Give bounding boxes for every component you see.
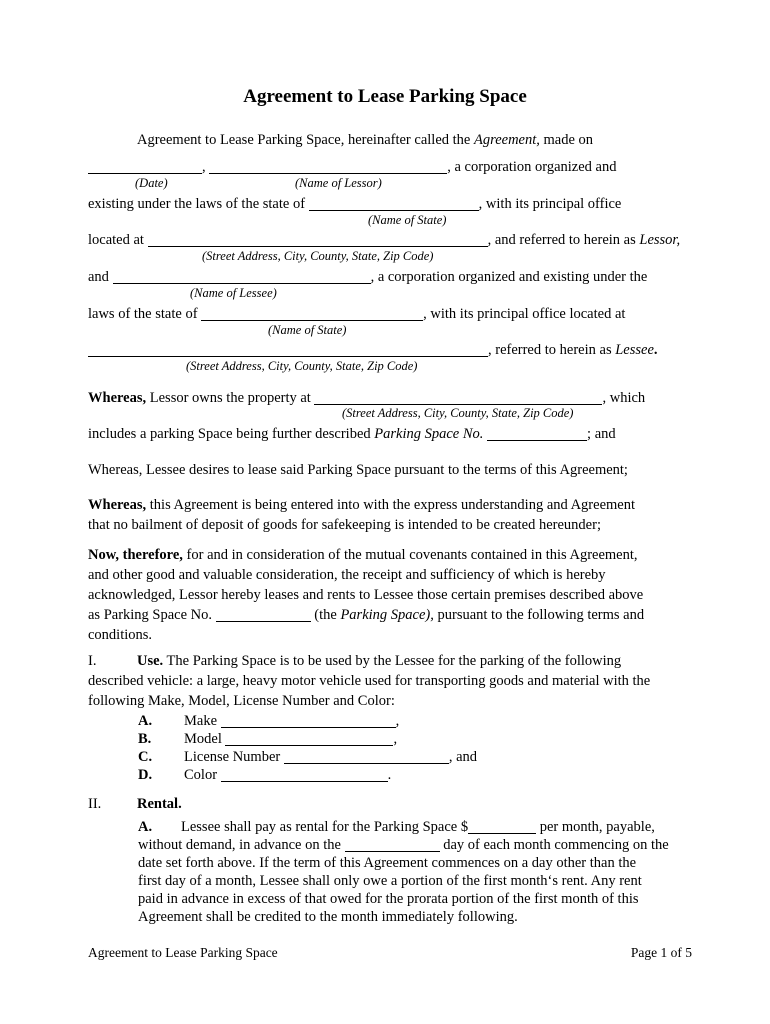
- located-text: located at: [88, 232, 148, 248]
- existing-text: existing under the laws of the state of: [88, 196, 309, 212]
- label-name-of-state: (Name of State): [368, 213, 447, 227]
- rental-a-line-3: date set forth above. If the term of this Agreement commences on a day other than the: [138, 855, 637, 871]
- now-therefore-line-3: acknowledged, Lessor hereby leases and rents to Lessee those certain premises described above: [88, 587, 644, 603]
- use-text-1: The Parking Space is to be used by the Lessee for the parking of the following: [163, 653, 622, 669]
- item-model: [138, 730, 397, 748]
- rent-amount-blank-field[interactable]: [468, 819, 536, 834]
- rental-text-2: without demand, in advance on the: [138, 837, 345, 853]
- section-1-use-line-2: described vehicle: a large, heavy motor vehicle used for transporting goods and material with the: [88, 673, 651, 689]
- now-therefore-line-5: conditions.: [88, 627, 153, 643]
- item-license-number: [138, 748, 477, 766]
- make-blank-field[interactable]: [221, 713, 396, 728]
- property-address-blank-field[interactable]: [314, 390, 602, 405]
- rental-text-2-end: day of each month commencing on the: [439, 837, 669, 853]
- located-text-mid: , and referred to herein as: [487, 232, 640, 248]
- item-make: [138, 712, 399, 730]
- model-end: ,: [393, 731, 398, 747]
- now-therefore-line-4: [88, 606, 644, 624]
- item-d-letter: D.: [138, 767, 153, 783]
- lessee-state-blank-field[interactable]: [201, 306, 423, 321]
- intro-text-end: made on: [539, 132, 594, 148]
- model-blank-field[interactable]: [225, 731, 393, 746]
- section-2-rental-heading: [88, 795, 182, 813]
- model-label: Model: [184, 731, 226, 747]
- footer-document-title: Agreement to Lease Parking Space: [88, 945, 278, 960]
- whereas-text-2: this Agreement is being entered into with the express understanding and Agreement: [146, 497, 635, 513]
- rental-a-letter: A.: [138, 819, 153, 835]
- page-title: Agreement to Lease Parking Space: [243, 86, 527, 107]
- rental-text-1: Lessee shall pay as rental for the Parking Space $: [181, 819, 469, 835]
- section-1-use-line-1: [88, 652, 621, 670]
- whereas-understanding-line-1: [88, 496, 635, 514]
- rental-a-line-4: first day of a month, Lessee shall only owe a portion of the first month‘s rent. Any rent: [138, 873, 642, 889]
- license-number-end: , and: [448, 749, 478, 765]
- use-heading: Use.: [137, 653, 164, 669]
- item-c-letter: C.: [138, 749, 153, 765]
- label-street-address-1: (Street Address, City, County, State, Zip Code): [202, 249, 434, 263]
- license-number-blank-field[interactable]: [284, 749, 449, 764]
- lessee-address-line: [88, 341, 658, 359]
- fill-line-end-text: , a corporation organized and: [447, 159, 617, 175]
- item-b-letter: B.: [138, 731, 152, 747]
- nt4-text: as Parking Space No.: [88, 607, 216, 623]
- label-street-address-3: (Street Address, City, County, State, Zip Code): [342, 406, 574, 420]
- includes-text-end: ; and: [587, 426, 616, 442]
- item-color: [138, 766, 391, 784]
- now-therefore-line-2: and other good and valuable consideration, the receipt and sufficiency of which is hereby: [88, 567, 606, 583]
- color-blank-field[interactable]: [221, 767, 388, 782]
- whereas-text: Lessor owns the property at: [146, 390, 315, 406]
- rental-a-line-2: [138, 836, 669, 854]
- date-blank-field[interactable]: [88, 159, 202, 174]
- includes-parking-line: [88, 425, 616, 443]
- period: .: [653, 342, 658, 358]
- rental-heading: Rental.: [137, 796, 182, 812]
- referred-text: , referred to herein as: [488, 342, 616, 358]
- label-name-of-lessee: (Name of Lessee): [190, 286, 277, 300]
- license-number-label: License Number: [184, 749, 284, 765]
- rental-a-line-5: paid in advance in excess of that owed for the prorata portion of the first month of this: [138, 891, 639, 907]
- intro-text: Agreement to Lease Parking Space, hereinafter called the: [137, 132, 474, 148]
- label-name-of-state-2: (Name of State): [268, 323, 347, 337]
- laws-text: laws of the state of: [88, 306, 202, 322]
- label-name-of-lessor: (Name of Lessor): [295, 176, 382, 190]
- agreement-italic: Agreement,: [473, 132, 540, 148]
- whereas-understanding-line-2: that no bailment of deposit of goods for safekeeping is intended to be created hereunder;: [88, 517, 601, 533]
- parking-space-no-italic: Parking Space No.: [374, 426, 484, 442]
- existing-text-end: , with its principal office: [478, 196, 622, 212]
- and-text: and: [88, 269, 113, 285]
- label-date: (Date): [135, 176, 168, 190]
- comma: ,: [202, 159, 210, 175]
- whereas-property-line: [88, 389, 645, 407]
- now-therefore-text: for and in consideration of the mutual covenants contained in this Agreement,: [182, 547, 638, 563]
- parking-space-no-blank-field-2[interactable]: [216, 607, 311, 622]
- lessee-name-blank-field[interactable]: [113, 269, 371, 284]
- rental-text-1-end: per month, payable,: [536, 819, 655, 835]
- whereas-bold-2: Whereas,: [88, 497, 147, 513]
- section-2-numeral: II.: [88, 796, 102, 812]
- now-therefore-line-1: [88, 546, 638, 564]
- parking-space-no-blank-field[interactable]: [487, 426, 587, 441]
- state-blank-field[interactable]: [309, 196, 479, 211]
- lessor-name-blank-field[interactable]: [209, 159, 447, 174]
- parking-space-italic: Parking Space),: [340, 607, 434, 623]
- lessor-address-blank-field[interactable]: [148, 232, 488, 247]
- make-label: Make: [184, 713, 221, 729]
- intro-line-1: [137, 131, 593, 149]
- section-1-numeral: I.: [88, 653, 97, 669]
- whereas-bold: Whereas,: [88, 390, 147, 406]
- now-therefore-bold: Now, therefore,: [88, 547, 183, 563]
- make-end: ,: [395, 713, 400, 729]
- whereas-text-end: , which: [602, 390, 646, 406]
- whereas-lessee-desires-line: Whereas, Lessee desires to lease said Parking Space pursuant to the terms of this Agreement;: [88, 462, 628, 478]
- rental-a-line-1: [138, 818, 655, 836]
- lessee-address-blank-field[interactable]: [88, 342, 488, 357]
- laws-line: [88, 305, 625, 323]
- payment-day-blank-field[interactable]: [345, 837, 440, 852]
- existing-line: [88, 195, 621, 213]
- item-a-letter: A.: [138, 713, 153, 729]
- lessor-italic: Lessor,: [639, 232, 681, 248]
- laws-text-end: , with its principal office located at: [423, 306, 626, 322]
- rental-a-line-6: Agreement shall be credited to the month immediately following.: [138, 909, 518, 925]
- label-street-address-2: (Street Address, City, County, State, Zip Code): [186, 359, 418, 373]
- color-end: .: [387, 767, 392, 783]
- nt4-text-end: pursuant to the following terms and: [433, 607, 645, 623]
- located-line: [88, 231, 680, 249]
- section-1-use-line-3: following Make, Model, License Number and Color:: [88, 693, 395, 709]
- color-label: Color: [184, 767, 221, 783]
- lessee-italic: Lessee: [615, 342, 654, 358]
- includes-text: includes a parking Space being further described: [88, 426, 375, 442]
- nt4-text-mid: (the: [310, 607, 341, 623]
- fill-line-date-lessor: [88, 158, 617, 176]
- and-text-end: , a corporation organized and existing under the: [370, 269, 648, 285]
- footer-page-number: Page 1 of 5: [630, 945, 692, 960]
- and-lessee-line: [88, 268, 647, 286]
